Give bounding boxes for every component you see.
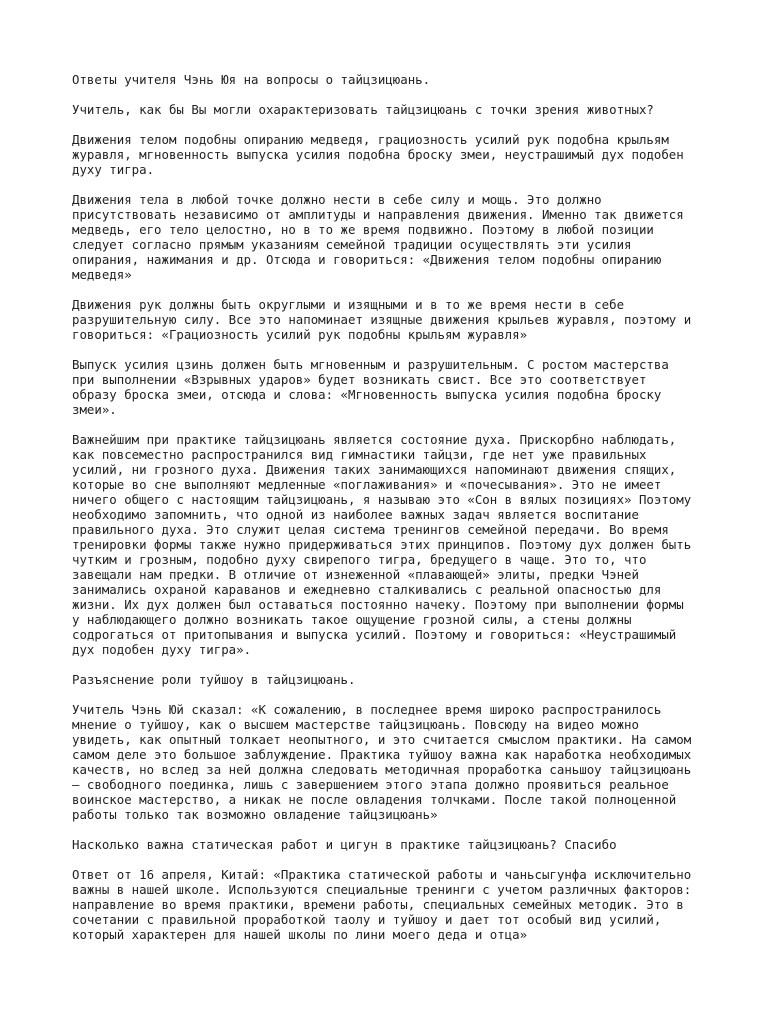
paragraph-crane: Движения рук должны быть округлыми и изящными и в то же время нести в себе разрушительную силу. Все это напоминает изящные движения крыльев журавля, поэтому и говориться: «Грациозность усилий рук подобны крыльям журавля» <box>72 297 692 342</box>
document-title: Ответы учителя Чэнь Юя на вопросы о тайцзицюань. <box>72 72 431 87</box>
question-animals: Учитель, как бы Вы могли охарактеризовать тайцзицюань с точки зрения животных? <box>72 102 654 117</box>
heading-tuishou: Разъяснение роли туйшоу в тайцзицюань. <box>72 672 356 687</box>
paragraph-snake: Выпуск усилия цзинь должен быть мгновенным и разрушительным. С ростом мастерства при выполнении «Взрывных ударов» будет возникать свист. Все это соответствует образу броска змеи, отсюда и слова: «Мгновенность выпуска усилия подобна броску змеи». <box>72 357 669 417</box>
answer-summary: Движения телом подобны опиранию медведя, грациозность усилий рук подобна крыльям журавля, мгновенность выпуска усилия подобна броску змеи, неустрашимый дух подобен духу тигра. <box>72 132 684 177</box>
question-static-work: Насколько важна статическая работ и цигун в практике тайцзицюань? Спасибо <box>72 837 617 852</box>
paragraph-bear: Движения тела в любой точке должно нести в себе силу и мощь. Это должно присутствовать независимо от амплитуды и направления движения. Именно так движется медведь, его тело целостно, но в то же время подвижно. Поэтому в любой позиции следует согласно прямым указаниям семейной традиции осуществлять эти усилия опирания, нажимания и др. Отсюда и говориться: «Движения телом подобны опиранию медведя» <box>72 192 684 282</box>
document-page <box>72 72 700 957</box>
paragraph-tuishou: Учитель Чэнь Юй сказал: «К сожалению, в последнее время широко распространилось мнение о туйшоу, как о высшем мастерстве тайцзицюань. Повсюду на видео можно увидеть, как опытный толкает неопытного, и это считается смыслом практики. На самом самом деле это большое заблуждение. Практика туйшоу важна как наработка необходимых качеств, но вслед за ней должна следовать методичная проработка саньшоу тайцзицюань – свободного поединка, лишь с завершением этого этапа должно проявиться реальное воинское мастерство, а никак не после овладения толчками. После такой полноценной работы только так возможно овладение тайцзицюань» <box>72 702 692 822</box>
paragraph-tiger: Важнейшим при практике тайцзицюань является состояние духа. Прискорбно наблюдать, как повсеместно распространился вид гимнастики тайцзи, где нет уже правильных усилий, ни грозного духа. Движения таких занимающихся напоминают движения спящих, которые во сне выполняют медленные «поглаживания» и «почесывания». Это не имеет ничего общего с настоящим тайцзицюань, я называю это «Сон в вялых позициях» Поэтому необходимо запомнить, что одной из наиболее важных задач является воспитание правильного духа. Это служит целая система тренингов семейной передачи. Во время тренировки формы также нужно придерживаться этих принципов. Поэтому дух должен быть чутким и грозным, подобно духу свирепого тигра, бредущего в чаще. Это то, что завещали нам предки. В отличие от изнеженной «плавающей» элиты, предки Чэней занимались охраной караванов и ежедневно сталкивались с реальной опасностью для жизни. Их дух должен был оставаться постоянно начеку. Поэтому при выполнении формы у наблюдающего должно возникать такое ощущение грозной силы, а стены должны содрогаться от притопывания и выпуска усилий. Поэтому и говориться: «Неустрашимый дух подобен духу тигра». <box>72 432 692 657</box>
answer-static-work: Ответ от 16 апреля, Китай: «Практика статической работы и чаньсыгунфа исключительно важны в нашей школе. Используются специальные тренинги с учетом различных факторов: направление во время практики, времени работы, специальных семейных методик. Это в сочетании с правильной проработкой таолу и туйшоу и дает тот особый вид усилий, который характерен для нашей школы по лини моего деда и отца» <box>72 867 692 942</box>
